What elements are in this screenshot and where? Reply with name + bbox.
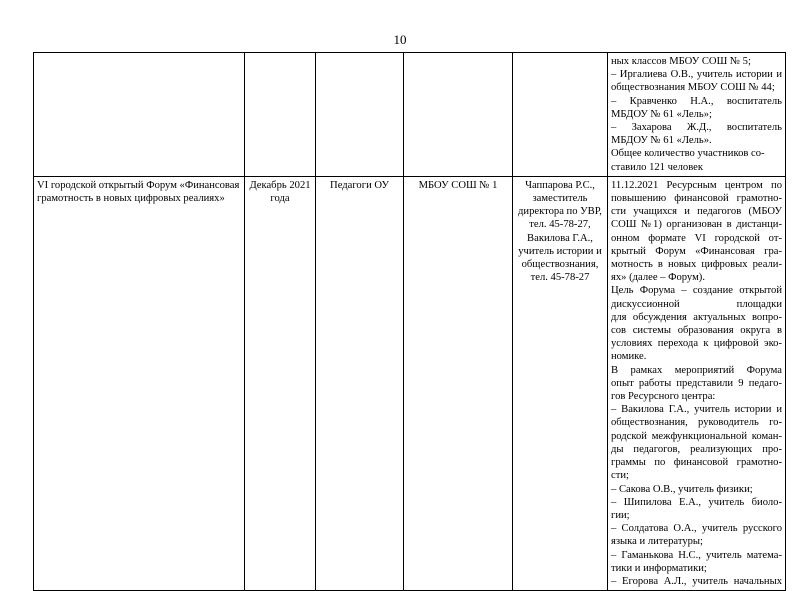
- result-text-line: – Егорова А.Л., учитель начальных: [611, 575, 782, 587]
- result-text-line: обществознания, руководитель го-: [611, 417, 782, 429]
- result-text-line: МБДОУ № 61 «Лель»;: [611, 108, 712, 120]
- result-text-line: сов системы образования округа в: [611, 325, 782, 337]
- result-text-line: – Иргалиева О.В., учитель истории и: [611, 69, 782, 81]
- result-text-line: МБДОУ № 61 «Лель».: [611, 135, 712, 147]
- participants-cell: [316, 53, 404, 177]
- result-text-line: опыт работы представили 9 педаго-: [611, 377, 782, 389]
- result-text-line: ях» (далее – Форум).: [611, 272, 705, 284]
- result-text-line: дискуссионной площадки: [611, 298, 782, 310]
- page-number: 10: [393, 32, 407, 47]
- responsible-cell: [513, 53, 608, 177]
- result-text-line: сти;: [611, 470, 629, 482]
- result-text-line: гии;: [611, 509, 630, 521]
- location-cell: МБОУ СОШ № 1: [404, 176, 513, 590]
- result-text-line: повышению финансовой грамотно-: [611, 193, 782, 205]
- result-text-line: тики и информатики;: [611, 562, 707, 574]
- result-text-line: гов Ресурсного центра:: [611, 391, 716, 403]
- result-cell: [608, 176, 786, 590]
- result-text-line: обществознания МБОУ СОШ № 44;: [611, 82, 775, 94]
- result-text-line: – Гаманькова Н.С., учитель матема-: [611, 549, 782, 561]
- result-text-line: ставило 121 человек: [611, 161, 704, 173]
- table-row: [34, 176, 786, 590]
- result-text-line: ды педагогов, реализующих про-: [611, 443, 782, 455]
- result-text-line: Цель Форума – создание открытой: [611, 285, 782, 297]
- result-text-line: – Захарова Ж.Д., воспитатель: [611, 122, 782, 134]
- event-cell: [34, 53, 245, 177]
- result-text-line: онном формате VI городской от-: [611, 232, 782, 244]
- result-text-line: сти учащихся и педагогов (МБОУ: [611, 206, 782, 218]
- result-text-line: – Сакова О.В., учитель физики;: [611, 483, 753, 495]
- events-table: [33, 52, 786, 591]
- result-text-line: условиях перехода к цифровой эко-: [611, 338, 782, 350]
- result-text-line: мотность в новых цифровых реали-: [611, 259, 782, 271]
- result-text-line: – Солдатова О.А., учитель русского: [611, 523, 782, 535]
- location-cell: [404, 53, 513, 177]
- result-text-line: родской межфункциональной коман-: [611, 430, 782, 442]
- result-text-line: крытый Форум «Финансовая гра-: [611, 245, 782, 257]
- result-text-line: – Вакилова Г.А., учитель истории и: [611, 404, 782, 416]
- result-text-line: ных классов МБОУ СОШ № 5;: [611, 56, 751, 67]
- responsible-cell: Чаппарова Р.С., заместитель директора по УВР, тел. 45-78-27, Вакилова Г.А., учитель истории и обществознания, тел. 45-78-27: [513, 176, 608, 590]
- result-text-line: Общее количество участников со-: [611, 148, 765, 160]
- result-text-line: СОШ №1) организован в дистанци-: [611, 219, 782, 231]
- participants-cell: Педагоги ОУ: [316, 176, 404, 590]
- result-text-line: 11.12.2021 Ресурсным центром по: [611, 179, 782, 191]
- result-text-line: В рамках мероприятий Форума: [611, 364, 782, 376]
- result-text-line: номике.: [611, 351, 647, 363]
- result-text-line: – Кравченко Н.А., воспитатель: [611, 95, 782, 107]
- event-cell: VI городской открытый Форум «Финансовая грамотность в новых цифровых реалиях»: [34, 176, 245, 590]
- result-cell: [608, 53, 786, 177]
- result-text-line: граммы по финансовой грамотно-: [611, 457, 782, 469]
- result-text-line: – Шипилова Е.А., учитель биоло-: [611, 496, 782, 508]
- date-cell: Декабрь 2021 года: [245, 176, 316, 590]
- date-cell: [245, 53, 316, 177]
- result-text-line: языка и литературы;: [611, 536, 703, 548]
- result-text-line: для обсуждения актуальных вопро-: [611, 311, 782, 323]
- table-row: [34, 53, 786, 177]
